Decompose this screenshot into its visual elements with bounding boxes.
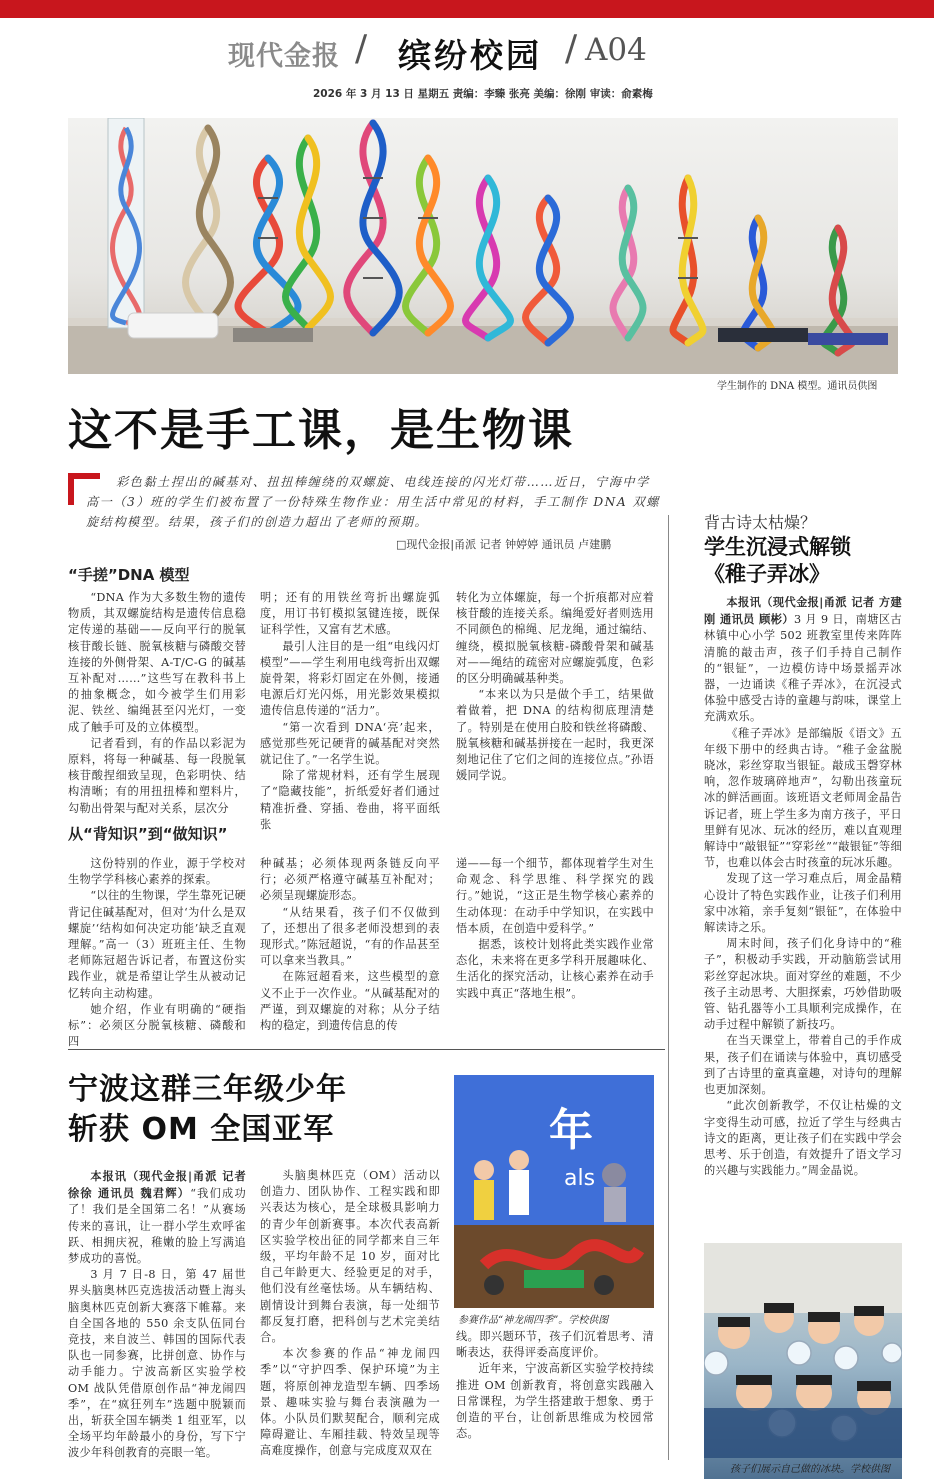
kids-ice-illustration: [704, 1243, 902, 1458]
article2-col2: [260, 1168, 440, 1460]
paragraph: 最引人注目的是一组“电线闪灯模型”——学生利用电线弯折出双螺旋骨架，将彩灯固定在外侧，接通电源后灯光闪烁，用光影效果模拟遗传信息传递的“活力”。: [260, 639, 440, 718]
paragraph: 明；还有的用铁丝弯折出螺旋弧度，用订书钉模拟氢键连接，既保证科学性，又富有艺术感。: [260, 591, 440, 637]
paper-name: 现代金报: [228, 41, 340, 72]
paragraph: “此次创新教学，不仅让枯燥的文字变得生动可感，拉近了学生与经典古诗文的距离，更让孩子们在实践中学会思考、乐于创造，有效提升了语文学习的兴趣与实践能力。”周金晶说。: [704, 1099, 902, 1178]
paragraph: 递——每一个细节，都体现着学生对生命观念、科学思维、科学探究的践行。”她说，“这正是生物学核心素养的生动体现：在动手中学知识，在实践中悟本质，在创造中爱科学。”: [456, 857, 654, 935]
article2-headline-line1: 宁波这群三年级少年: [68, 1072, 347, 1107]
article2-byline: 本报讯（现代金报|甬派 记者 徐徐 通讯员 魏君辉）: [68, 1169, 246, 1201]
section-divider: [68, 1049, 665, 1050]
article1-byline: □现代金报|甬派 记者 钟婷婷 通讯员 卢建鹏: [396, 538, 612, 551]
paragraph: 周末时间，孩子们化身诗中的“稚子”，积极动手实践，开动脑筋尝试用彩丝穿起冰块。面对穿丝的难题，不少孩子主动思考、大胆探索，巧妙借助吸管、钻孔器等小工具顺利完成操作，在动手过程中解锁了新技巧。: [704, 937, 902, 1032]
paragraph: 发现了这一学习难点后，周金晶精心设计了特色实践作业，让孩子们利用家中冰箱，亲手复刻“银钲”，在体验中解读诗之乐。: [704, 872, 902, 935]
dna-models-illustration: [68, 118, 898, 374]
sidebar-title-line2: 《稚子弄冰》: [704, 562, 830, 586]
article1-s2-col1: [68, 856, 246, 1050]
paragraph: 转化为立体螺旋，每一个折痕都对应着核苷酸的连接关系。编绳爱好者则选用不同颜色的棉绳、尼龙绳，通过编结、缠绕，模拟脱氧核糖-磷酸骨架和碱基对——绳结的疏密对应螺旋弧度，色彩的区分明确碱基种类。: [456, 591, 654, 686]
paragraph: 近年来，宁波高新区实验学校持续推进 OM 创新教育，将创意实践融入日常课程，为学生搭建敢于想象、勇于创造的平台，让创新思维成为校园常态。: [456, 1362, 654, 1441]
paragraph: 《稚子弄冰》是部编版《语文》五年级下册中的经典古诗。“稚子金盆脱晓冰，彩丝穿取当银钲。敲成玉磬穿林响，忽作玻璃碎地声”，勾勒出孩童玩冰的鲜活画面。该班语文老师周金晶告诉记者，班上学生多为南方孩子，平日里鲜有见冰、玩冰的经历，难以直观理解诗中“敲银钲”“穿彩丝”“敲银钲”等细节，也难以体会古时孩童的玩冰乐趣。: [704, 726, 902, 870]
sidebar-body: [704, 594, 902, 1179]
article2-headline: [68, 1070, 347, 1150]
article1-s1-col1: [68, 590, 246, 817]
column-divider: [668, 515, 669, 1460]
sidebar-title-line1: 学生沉浸式解锁: [704, 535, 851, 559]
sidebar-title: [704, 534, 851, 588]
page-number: A04: [585, 32, 647, 68]
om-stage-illustration: [454, 1075, 654, 1308]
paragraph: 3 月 7 日-8 日，第 47 届世界头脑奥林匹克选拔活动暨上海头脑奥林匹克创新大赛落下帷幕。来自全国各地的 550 余支队伍同台竞技，来自波兰、韩国的国际代表队也一同参赛，比拼创意、协作与动手能力。宁波高新区实验学校 OM 战队凭借原创作品“神龙闹四季”，在“疯狂列车”选题中脱颖而出，斩获全国车辆类 1 组亚军，以全场平均年龄最小的身份，写下宁波少年科创教育的亮眼一笔。: [68, 1268, 246, 1460]
article1-headline: 这不是手工课，是生物课: [68, 405, 574, 456]
kids-photo-caption: 孩子们展示自己做的冰块。学校供图: [730, 1464, 890, 1475]
top-color-bar: [0, 0, 934, 18]
om-photo-caption: 参赛作品“神龙闹四季”。学校供图: [458, 1315, 609, 1326]
om-competition-photo: [454, 1075, 654, 1308]
paragraph: “从结果看，孩子们不仅做到了，还想出了很多老师没想到的表现形式。”陈冠超说，“有的作品甚至可以拿来当教具。”: [260, 905, 440, 968]
article1-subhead-1: “手搓”DNA 模型: [68, 566, 190, 584]
main-photo-caption: 学生制作的 DNA 模型。通讯员供图: [717, 381, 878, 392]
article2-col1: [68, 1168, 246, 1462]
screen-text: 年: [549, 1105, 593, 1156]
article1-subhead-2: 从“背知识”到“做知识”: [68, 825, 228, 843]
paragraph: 这份特别的作业，源于学校对生物学学科核心素养的探索。: [68, 857, 246, 887]
masthead-slash: /: [355, 28, 368, 69]
paragraph: 本次参赛的作品“神龙闹四季”以“守护四季、保护环境”为主题，将原创神龙造型车辆、四季场景、趣味实验与舞台表演融为一体。小队员们默契配合，顺利完成障碍避让、车厢挂载、特效呈现等高难度操作，创意与完成度双双在: [260, 1347, 440, 1458]
masthead: [0, 28, 934, 78]
sidebar-byline: 本报讯（现代金报|甬派 记者 方建刚 通讯员 顾彬）: [704, 595, 902, 627]
section-name: 缤纷校园: [398, 36, 542, 75]
article1-s1-col3: [456, 590, 654, 784]
sidebar-kicker: 背古诗太枯燥？: [704, 513, 817, 532]
masthead-slash: /: [565, 28, 578, 69]
dateline: 2026 年 3 月 13 日 星期五 责编：李臻 张亮 美编：徐刚 审读：俞素梅: [313, 88, 653, 100]
paragraph: 种碱基；必须体现两条链反向平行；必须严格遵守碱基互补配对；必须呈现螺旋形态。: [260, 857, 440, 903]
sidebar-paragraph-text: 3 月 9 日，南塘区古林镇中心小学 502 班教室里传来阵阵清脆的敲击声，孩子们手持自己制作的“银钲”，一边模仿诗中场景摇弄冰器，一边诵读《稚子弄冰》，在沉浸式体验中感受古诗的童趣与韵味，课堂上充满欢乐。: [704, 613, 902, 724]
paragraph: “本来以为只是做个手工，结果做着做着，把 DNA 的结构彻底理清楚了。特别是在使用白胶和铁丝将磷酸、脱氧核糖和碱基拼接在一起时，我更深刻地记住了它们之间的连接位点。”孙语媛同学说。: [456, 688, 654, 783]
dna-models-photo: [68, 118, 898, 374]
paragraph: [704, 594, 902, 726]
paragraph: 在陈冠超看来，这些模型的意义不止于一次作业。“从碱基配对的严谨，到双螺旋的对称；从分子结构的稳定，到遗传信息的传: [260, 970, 440, 1033]
article1-s1-col2: [260, 590, 440, 833]
paragraph: 记者看到，有的作品以彩泥为原料，将每一种碱基、每一段脱氧核苷酸捏细致呈现，色彩明快、结构清晰；有的用扭扭棒和塑料片，勾勒出骨架与配对关系，层次分: [68, 736, 246, 815]
kids-ice-photo: [704, 1243, 902, 1479]
paragraph: “DNA 作为大多数生物的遗传物质，其双螺旋结构是遗传信息稳定传递的基础——反向平行的脱氧核苷酸长链、脱氧核糖与磷酸交替连接的外侧骨架、A-T/C-G 的碱基互补配对……”这些写在教科书上的抽象概念，如今被学生们用彩泥、铁丝、编绳甚至闪光灯，一变成了触手可及的立体模型。: [68, 591, 246, 734]
article2-col3: [456, 1329, 654, 1442]
screen-text-2: als: [564, 1166, 596, 1191]
article1-s2-col3: [456, 856, 654, 1002]
article2-headline-line2: 斩获 OM 全国亚军: [68, 1112, 335, 1147]
paragraph: 线。即兴题环节，孩子们沉着思考、清晰表达，获得评委高度评价。: [456, 1330, 654, 1360]
paragraph: 她介绍，作业有明确的“硬指标”：必须区分脱氧核糖、磷酸和四: [68, 1002, 246, 1049]
paragraph: 头脑奥林匹克（OM）活动以创造力、团队协作、工程实践和即兴表达为核心，是全球极具影响力的青少年创新赛事。本次代表高新区实验学校出征的同学都来自三年级，平均年龄不足 10 岁，面对比自己年龄更大、经验更足的对手，他们没有丝毫怯场。从车辆结构、剧情设计到舞台表演，每一处细节都反复打磨，把科创与艺术完美结合。: [260, 1169, 440, 1345]
paragraph: [68, 1168, 246, 1267]
paragraph: 除了常规材料，还有学生展现了“隐藏技能”，折纸爱好者们通过精准折叠、穿插、卷曲，将平面纸张: [260, 769, 440, 831]
article1-s2-col2: [260, 856, 440, 1034]
paragraph: 据悉，该校计划将此类实践作业常态化，未来将在更多学科开展趣味化、生活化的探究活动，让核心素养在动手实践中真正“落地生根”。: [456, 938, 654, 1000]
article1-lead: 彩色黏土捏出的碱基对、扭扭棒缠绕的双螺旋、电线连接的闪光灯带……近日，宁海中学高一（3）班的学生们被布置了一份特殊生物作业：用生活中常见的材料，手工制作 DNA 双螺旋结构模型。结果，孩子们的创造力超出了老师的预期。: [86, 475, 660, 529]
article2-paragraph-text: “我们成功了！我们是全国第二名！”从赛场传来的喜讯，让一群小学生欢呼雀跃、相拥庆祝，稚嫩的脸上写满追梦成功的喜悦。: [68, 1187, 246, 1266]
paragraph: “以往的生物课，学生靠死记硬背记住碱基配对，但对‘为什么是双螺旋’‘结构如何决定功能’缺乏直观理解。”高一（3）班班主任、生物老师陈冠超告诉记者，布置这份实践作业，就是希望让学生从被动记忆转向主动构建。: [68, 889, 246, 1000]
paragraph: “第一次看到 DNA‘亮’起来，感觉那些死记硬背的碱基配对突然就记住了。”一名学生说。: [260, 720, 440, 767]
paragraph: 在当天课堂上，带着自己的手作成果，孩子们在诵读与体验中，真切感受到了古诗里的童真童趣，对诗句的理解也更加深刻。: [704, 1034, 902, 1097]
